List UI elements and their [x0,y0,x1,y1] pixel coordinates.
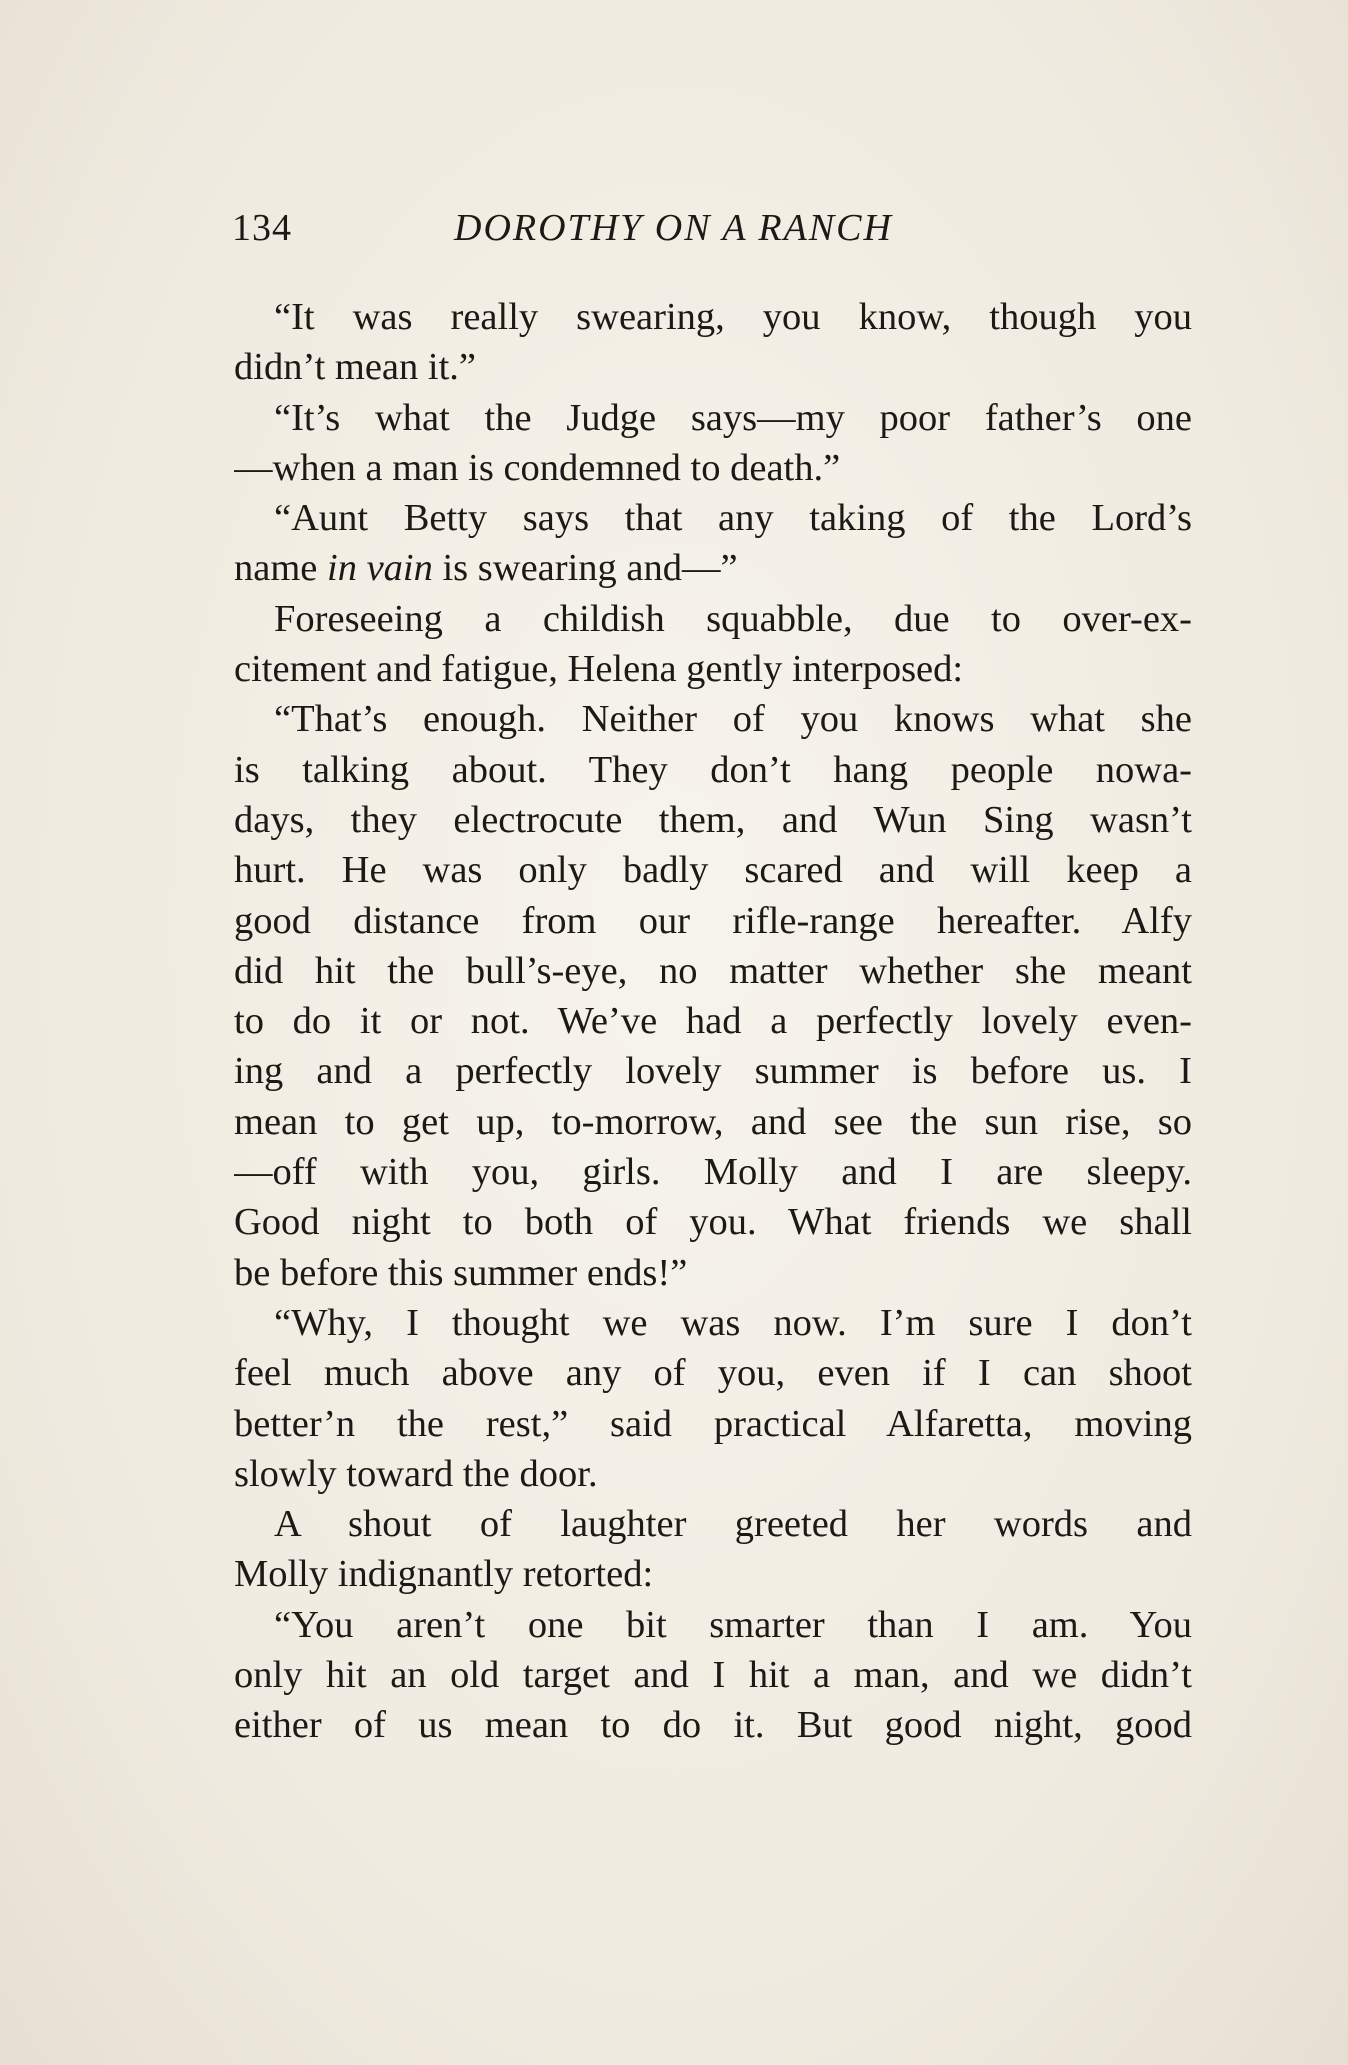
running-title: DOROTHY ON A RANCH [454,207,893,249]
italic-phrase: in vain [327,547,433,590]
text-line: A shout of laughter greeted her words and [274,1503,1192,1546]
text-line: Molly indignantly retorted: [234,1553,654,1596]
text-line: “It’s what the Judge says—my poor father’s one [274,396,1192,439]
text-line: citement and fatigue, Helena gently interposed: [234,648,964,691]
text-line: —off with you, girls. Molly and I are sleepy. [234,1151,1192,1194]
text-line: is talking about. They don’t hang people nowa- [234,748,1192,791]
text-line: better’n the rest,” said practical Alfaretta, moving [234,1402,1192,1445]
text-line: “It was really swearing, you know, though you [274,296,1192,338]
text-segment: name [234,547,327,590]
text-line: good distance from our rifle-range hereafter. Alfy [234,899,1192,942]
text-line: “You aren’t one bit smarter than I am. You [274,1603,1192,1646]
page-header [232,200,1192,260]
text-line: —when a man is condemned to death.” [234,446,841,489]
text-segment: is swearing and—” [432,547,738,590]
text-line: slowly toward the door. [234,1452,598,1495]
text-line: either of us mean to do it. But good night, good [234,1704,1192,1747]
text-line: did hit the bull’s-eye, no matter whether she meant [234,949,1192,992]
text-line: Good night to both of you. What friends we shall [234,1201,1192,1244]
text-line: mean to get up, to-morrow, and see the sun rise, so [234,1100,1192,1143]
text-line: Foreseeing a childish squabble, due to over-ex- [274,597,1192,640]
text-line: “Aunt Betty says that any taking of the Lord’s [274,497,1192,540]
page-number: 134 [232,207,292,249]
text-line: to do it or not. We’ve had a perfectly lovely even- [234,1000,1192,1043]
text-line: only hit an old target and I hit a man, and we didn’t [234,1654,1192,1697]
text-line: ing and a perfectly lovely summer is before us. I [234,1050,1192,1093]
text-line: didn’t mean it.” [234,346,476,389]
text-line [234,543,1192,593]
body-text [234,292,1192,1751]
text-line: days, they electrocute them, and Wun Sing wasn’t [234,798,1192,841]
text-line: “Why, I thought we was now. I’m sure I don’t [274,1301,1192,1344]
text-line: hurt. He was only badly scared and will keep a [234,849,1192,892]
text-line: be before this summer ends!” [234,1251,688,1294]
text-line: feel much above any of you, even if I can shoot [234,1352,1192,1395]
text-line: “That’s enough. Neither of you knows what she [274,698,1192,741]
